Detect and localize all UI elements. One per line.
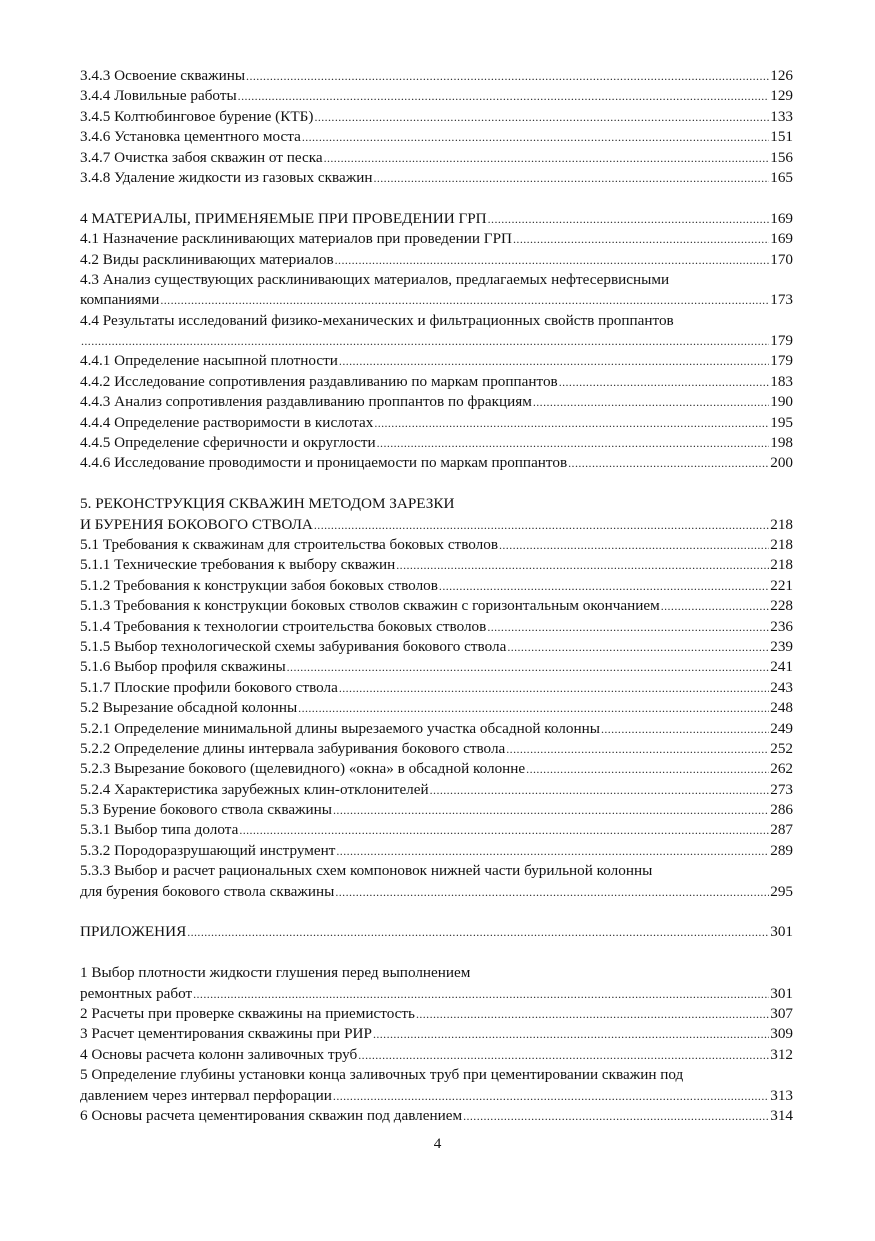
toc-entry-app-1-line1[interactable]: 1 Выбор плотности жидкости глушения перед выполнением <box>80 964 471 982</box>
dot-leader <box>533 392 769 412</box>
toc-entry-page: 200 <box>770 454 793 472</box>
toc-entry-4-4-2[interactable] <box>80 372 793 392</box>
toc-entry-title: ремонтных работ <box>80 984 193 1002</box>
toc-entry-4-4[interactable] <box>80 331 793 351</box>
toc-entry-page: 198 <box>770 434 793 452</box>
toc-entry-4-4-1[interactable] <box>80 351 793 371</box>
toc-entry-page: 190 <box>770 393 793 411</box>
toc-entry-4-4-3[interactable] <box>80 392 793 412</box>
dot-leader <box>507 637 769 657</box>
toc-entry-title: 4.2 Виды расклинивающих материалов <box>80 250 334 268</box>
toc-entry-3-4-7[interactable] <box>80 148 793 168</box>
dot-leader <box>335 882 769 902</box>
dot-leader <box>333 1086 769 1106</box>
toc-entry-5-line1[interactable]: 5. РЕКОНСТРУКЦИЯ СКВАЖИН МЕТОДОМ ЗАРЕЗКИ <box>80 495 455 513</box>
toc-entry-5[interactable] <box>80 515 793 535</box>
dot-leader <box>193 984 769 1004</box>
dot-leader <box>314 515 769 535</box>
toc-entry-app-6[interactable] <box>80 1106 793 1126</box>
toc-entry-page: 173 <box>770 291 793 309</box>
toc-entry-page: 307 <box>770 1004 793 1022</box>
toc-entry-page: 170 <box>770 250 793 268</box>
toc-entry-page: 239 <box>770 637 793 655</box>
toc-entry-page: 289 <box>770 841 793 859</box>
toc-entry-app-5[interactable] <box>80 1086 793 1106</box>
toc-entry-app-3[interactable] <box>80 1024 793 1044</box>
dot-leader <box>463 1106 769 1126</box>
toc-entry-app-1[interactable] <box>80 984 793 1004</box>
toc-entry-page: 195 <box>770 413 793 431</box>
toc-entry-5-1-5[interactable] <box>80 637 793 657</box>
spacer <box>80 188 793 208</box>
toc-entry-title: 5.1.4 Требования к технологии строительства боковых стволов <box>80 617 487 635</box>
toc-entry-title: 4.4.2 Исследование сопротивления раздавливанию по маркам проппантов <box>80 372 558 390</box>
dot-leader <box>246 66 769 86</box>
toc-entry-page: 252 <box>770 739 793 757</box>
dot-leader <box>488 209 770 229</box>
toc-entry-page: 179 <box>770 352 793 370</box>
toc-entry-title: 5.2.4 Характеристика зарубежных клин-отклонителей <box>80 780 429 798</box>
dot-leader <box>601 719 769 739</box>
toc-entry-title: 3 Расчет цементирования скважины при РИР <box>80 1025 372 1043</box>
dot-leader <box>416 1004 769 1024</box>
toc-entry-5-3-1[interactable] <box>80 820 793 840</box>
dot-leader <box>559 372 769 392</box>
toc-entry-5-1[interactable] <box>80 535 793 555</box>
toc-entry-title: 3.4.5 Колтюбинговое бурение (КТБ) <box>80 107 314 125</box>
dot-leader <box>661 596 770 616</box>
spacer <box>80 474 793 494</box>
toc-entry-4-1[interactable] <box>80 229 793 249</box>
toc-entry-title: 5.1.5 Выбор технологической схемы забуривания бокового ствола <box>80 637 507 655</box>
dot-leader <box>339 351 769 371</box>
toc-entry-page: 169 <box>770 209 793 227</box>
toc-entry-3-4-5[interactable] <box>80 107 793 127</box>
toc-entry-title: 5.3.1 Выбор типа долота <box>80 821 239 839</box>
toc-entry-page: 295 <box>770 882 793 900</box>
toc-entry-page: 286 <box>770 801 793 819</box>
toc-entry-title: для бурения бокового ствола скважины <box>80 882 335 900</box>
dot-leader <box>238 86 770 106</box>
toc-entry-title: 5.2.3 Вырезание бокового (щелевидного) «окна» в обсадной колонне <box>80 760 526 778</box>
dot-leader <box>568 453 769 473</box>
spacer <box>80 902 793 922</box>
toc-entry-app-5-line1[interactable]: 5 Определение глубины установки конца заливочных труб при цементировании скважин под <box>80 1066 684 1084</box>
toc-entry-4-4-4[interactable] <box>80 413 793 433</box>
dot-leader <box>239 820 769 840</box>
toc-entry-page: 183 <box>770 372 793 390</box>
toc-entry-page: 301 <box>770 984 793 1002</box>
toc-entry-page: 248 <box>770 699 793 717</box>
toc-entry-5-1-4[interactable] <box>80 617 793 637</box>
dot-leader <box>506 739 769 759</box>
toc-entry-app-2[interactable] <box>80 1004 793 1024</box>
toc-entry-title: 5.1 Требования к скважинам для строительства боковых стволов <box>80 535 498 553</box>
toc-entry-title: ПРИЛОЖЕНИЯ <box>80 923 187 941</box>
toc-entry-page: 314 <box>770 1106 793 1124</box>
toc-entry-title: 5.1.7 Плоские профили бокового ствола <box>80 678 338 696</box>
toc-entry-title: 4.4.3 Анализ сопротивления раздавливанию проппантов по фракциям <box>80 393 532 411</box>
dot-leader <box>358 1045 769 1065</box>
page-number: 4 <box>433 1135 442 1152</box>
dot-leader <box>373 168 769 188</box>
toc-entry-title: 5.1.3 Требования к конструкции боковых стволов скважин с горизонтальным окончанием <box>80 597 660 615</box>
toc-entry-page: 262 <box>770 760 793 778</box>
dot-leader <box>81 331 769 351</box>
dot-leader <box>526 759 769 779</box>
dot-leader <box>430 780 770 800</box>
dot-leader <box>374 413 769 433</box>
dot-leader <box>335 250 770 270</box>
toc-entry-5-2-1[interactable] <box>80 719 793 739</box>
toc-entry-app-4[interactable] <box>80 1045 793 1065</box>
dot-leader <box>324 148 770 168</box>
toc-entry-title: 4.4.1 Определение насыпной плотности <box>80 352 338 370</box>
toc-entry-4-4-5[interactable] <box>80 433 793 453</box>
toc-entry-page: 273 <box>770 780 793 798</box>
toc-entry-title: 4 МАТЕРИАЛЫ, ПРИМЕНЯЕМЫЕ ПРИ ПРОВЕДЕНИИ ГРП <box>80 209 487 227</box>
toc-entry-title: 5.3 Бурение бокового ствола скважины <box>80 801 333 819</box>
toc-entry-page: 126 <box>770 67 793 84</box>
toc-entry-4-4-6[interactable] <box>80 453 793 473</box>
toc-entry-title: давлением через интервал перфорации <box>80 1086 332 1104</box>
toc-entry-3-4-6[interactable] <box>80 127 793 147</box>
dot-leader <box>336 841 769 861</box>
toc-entry-page: 309 <box>770 1025 793 1043</box>
toc-entry-page: 287 <box>770 821 793 839</box>
toc-entry-5-3-2[interactable] <box>80 841 793 861</box>
dot-leader <box>396 555 769 575</box>
toc-entry-page: 313 <box>770 1086 793 1104</box>
dot-leader <box>513 229 769 249</box>
toc-entry-title: компаниями <box>80 291 160 309</box>
dot-leader <box>160 290 769 310</box>
toc-entry-5-1-1[interactable] <box>80 555 793 575</box>
dot-leader <box>499 535 769 555</box>
dot-leader <box>439 576 769 596</box>
toc-entry-3-4-3[interactable] <box>80 66 793 86</box>
dot-leader <box>377 433 770 453</box>
toc-entry-title: 5.1.1 Технические требования к выбору скважин <box>80 556 396 574</box>
dot-leader <box>339 678 769 698</box>
toc-entry-title: 5.2 Вырезание обсадной колонны <box>80 699 298 717</box>
toc-entry-page: 179 <box>770 332 793 350</box>
toc-entry-4-4-line1[interactable]: 4.4 Результаты исследований физико-механических и фильтрационных свойств проппантов <box>80 311 674 329</box>
toc-entry-title: 4.4.5 Определение сферичности и округлости <box>80 434 376 452</box>
toc-entry-page: 129 <box>770 87 793 105</box>
toc-entry-title: 3.4.4 Ловильные работы <box>80 87 237 105</box>
spacer <box>80 943 793 963</box>
toc-entry-title: 3.4.8 Удаление жидкости из газовых скважин <box>80 168 373 186</box>
toc-entry-5-2[interactable] <box>80 698 793 718</box>
dot-leader <box>302 127 769 147</box>
toc-entry-page: 218 <box>770 515 793 533</box>
toc-entry-title: 5.2.1 Определение минимальной длины вырезаемого участка обсадной колонны <box>80 719 600 737</box>
toc-entry-title: 5.1.2 Требования к конструкции забоя боковых стволов <box>80 576 438 594</box>
table-of-contents <box>80 66 793 1126</box>
toc-entry-page: 249 <box>770 719 793 737</box>
toc-entry-5-2-2[interactable] <box>80 739 793 759</box>
toc-entry-title: 4.4.6 Исследование проводимости и проницаемости по маркам проппантов <box>80 454 568 472</box>
dot-leader <box>487 617 769 637</box>
toc-entry-title: И БУРЕНИЯ БОКОВОГО СТВОЛА <box>80 515 313 533</box>
toc-entry-page: 236 <box>770 617 793 635</box>
toc-entry-5-1-7[interactable] <box>80 678 793 698</box>
toc-entry-5-1-3[interactable] <box>80 596 793 616</box>
toc-entry-4-2[interactable] <box>80 250 793 270</box>
dot-leader <box>314 107 769 127</box>
toc-entry-5-3-3-line1[interactable]: 5.3.3 Выбор и расчет рациональных схем компоновок нижней части бурильной колонны <box>80 862 653 880</box>
toc-entry-title: 5.2.2 Определение длины интервала забуривания бокового ствола <box>80 739 506 757</box>
toc-entry-page: 312 <box>770 1045 793 1063</box>
toc-entry-4-3-line1[interactable]: 4.3 Анализ существующих расклинивающих материалов, предлагаемых нефтесервисными <box>80 270 670 288</box>
toc-entry-title: 4.1 Назначение расклинивающих материалов при проведении ГРП <box>80 230 513 248</box>
toc-entry-title: 4.4.4 Определение растворимости в кислотах <box>80 413 374 431</box>
toc-entry-title: 5.3.2 Породоразрушающий инструмент <box>80 841 336 859</box>
toc-entry-title: 6 Основы расчета цементирования скважин под давлением <box>80 1106 463 1124</box>
toc-entry-title: 3.4.3 Освоение скважины <box>80 67 246 84</box>
toc-entry-page: 243 <box>770 678 793 696</box>
toc-entry-5-1-2[interactable] <box>80 576 793 596</box>
toc-entry-page: 133 <box>770 107 793 125</box>
dot-leader <box>298 698 769 718</box>
toc-entry-title: 4 Основы расчета колонн заливочных труб <box>80 1045 358 1063</box>
dot-leader <box>373 1024 769 1044</box>
toc-entry-title: 3.4.6 Установка цементного моста <box>80 128 301 146</box>
toc-entry-page: 228 <box>770 597 793 615</box>
toc-entry-title: 3.4.7 Очистка забоя скважин от песка <box>80 148 323 166</box>
toc-entry-5-3-3[interactable] <box>80 882 793 902</box>
toc-entry-page: 151 <box>770 128 793 146</box>
toc-entry-3-4-4[interactable] <box>80 86 793 106</box>
toc-entry-title: 2 Расчеты при проверке скважины на приемистость <box>80 1004 415 1022</box>
toc-entry-4[interactable] <box>80 209 793 229</box>
toc-entry-5-3[interactable] <box>80 800 793 820</box>
toc-entry-page: 169 <box>770 230 793 248</box>
toc-entry-5-2-3[interactable] <box>80 759 793 779</box>
dot-leader <box>287 657 770 677</box>
dot-leader <box>333 800 769 820</box>
toc-entry-page: 301 <box>770 923 793 941</box>
toc-entry-page: 165 <box>770 168 793 186</box>
toc-entry-5-1-6[interactable] <box>80 657 793 677</box>
dot-leader <box>187 922 769 942</box>
toc-entry-title: 5.1.6 Выбор профиля скважины <box>80 658 286 676</box>
toc-entry-5-2-4[interactable] <box>80 780 793 800</box>
toc-entry-page: 156 <box>770 148 793 166</box>
toc-entry-3-4-8[interactable] <box>80 168 793 188</box>
toc-entry-page: 218 <box>770 535 793 553</box>
toc-entry-page: 221 <box>770 576 793 594</box>
toc-entry-page: 218 <box>770 556 793 574</box>
toc-entry-4-3[interactable] <box>80 290 793 310</box>
toc-entry-appendix[interactable] <box>80 922 793 942</box>
toc-entry-page: 241 <box>770 658 793 676</box>
